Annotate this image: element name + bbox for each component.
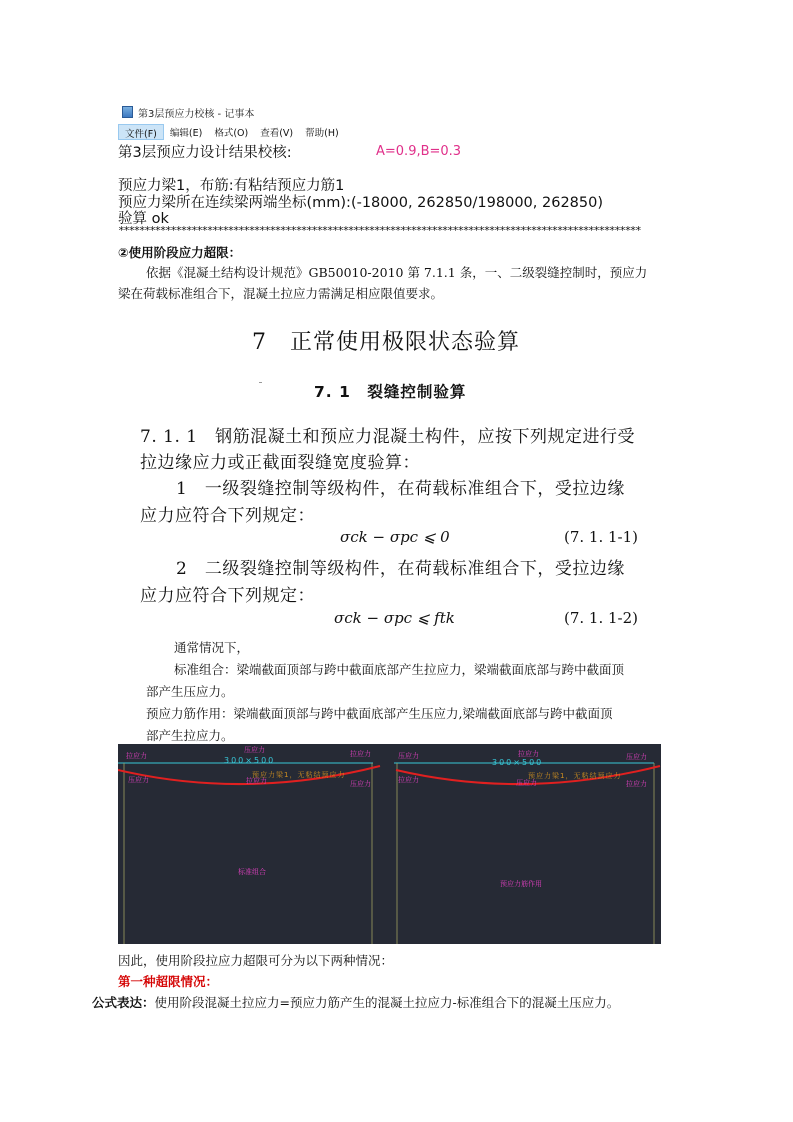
section-heading: ②使用阶段应力超限： xyxy=(118,245,242,260)
code-item2-line-1: 2 二级裂缝控制等级构件，在荷载标准组合下，受拉边缘 xyxy=(176,559,625,579)
label-bot-mid: 压应力 xyxy=(516,779,537,787)
notepad-stars: **************************************************************************************************** xyxy=(118,224,641,237)
formula-7-1-1-1-number: (7. 1. 1-1) xyxy=(564,528,639,546)
notepad-title: 第3层预应力校核 - 记事本 xyxy=(138,108,255,120)
code-clause-line-2: 拉边缘应力或正截面裂缝宽度验算： xyxy=(140,453,420,473)
note-standard-line-2: 部产生压应力。 xyxy=(146,684,234,699)
menu-file[interactable]: 文件(F) xyxy=(118,124,164,140)
note-prestress-line-1: 预应力筋作用：梁端截面顶部与跨中截面底部产生压应力,梁端截面底部与跨中截面顶 xyxy=(146,706,613,721)
formula-label: 公式表达： xyxy=(92,995,155,1010)
label-top-right: 拉应力 xyxy=(350,750,371,758)
note-standard-line-1: 标准组合：梁端截面顶部与跨中截面底部产生拉应力，梁端截面底部与跨中截面顶 xyxy=(174,662,625,677)
label-bot-right: 拉应力 xyxy=(626,780,647,788)
label-beam: 预应力梁1，无粘结预应力 xyxy=(252,771,346,779)
notepad-title-bar xyxy=(122,104,254,120)
label-section-dim: 300×500 xyxy=(224,756,276,765)
menu-edit[interactable]: 编辑(E) xyxy=(169,128,203,139)
code-item1-line-1: 1 一级裂缝控制等级构件，在荷载标准组合下，受拉边缘 xyxy=(176,479,625,499)
code-item1-line-2: 应力应符合下列规定： xyxy=(140,506,315,526)
label-bot-mid: 拉应力 xyxy=(246,777,267,785)
notepad-line-4: 验算 ok xyxy=(118,211,169,227)
label-beam: 预应力梁1，无粘结预应力 xyxy=(528,772,622,780)
label-bot-left: 压应力 xyxy=(128,776,149,784)
notepad-note-ab: A=0.9,B=0.3 xyxy=(376,144,462,159)
conclusion-text: 因此，使用阶段拉应力超限可分为以下两种情况： xyxy=(118,953,394,968)
menu-view[interactable]: 查看(V) xyxy=(260,128,294,139)
formula-expression xyxy=(92,993,619,1011)
intro-line-2: 梁在荷载标准组合下，混凝土拉应力需满足相应限值要求。 xyxy=(118,286,444,301)
notepad-line-3: 预应力梁所在连续梁两端坐标(mm):(-18000, 262850/198000, 262850) xyxy=(118,195,603,211)
note-usually: 通常情况下， xyxy=(174,640,250,655)
formula-text: 使用阶段混凝土拉应力=预应力筋产生的混凝土拉应力-标准组合下的混凝土压应力。 xyxy=(154,995,620,1010)
code-chapter-title: 7 正常使用极限状态验算 xyxy=(252,330,520,355)
cad-diagram-prestress xyxy=(388,744,661,944)
code-section-title: 7. 1 裂缝控制验算 xyxy=(314,383,467,401)
diagram-caption: 标准组合 xyxy=(238,868,266,876)
label-bot-right: 压应力 xyxy=(350,780,371,788)
notepad-icon xyxy=(122,106,133,118)
code-item2-line-2: 应力应符合下列规定： xyxy=(140,586,315,606)
notepad-line-2: 预应力梁1，布筋:有粘结预应力筋1 xyxy=(118,178,345,194)
label-top-left: 压应力 xyxy=(398,752,419,760)
formula-7-1-1-2: σck − σpc ⩽ ftk xyxy=(334,609,455,627)
case1-title: 第一种超限情况： xyxy=(118,974,219,989)
diagram-caption: 预应力筋作用 xyxy=(500,880,542,888)
scan-dot xyxy=(259,382,262,383)
notepad-menu-bar xyxy=(118,124,674,140)
notepad-line-1: 第3层预应力设计结果校核: xyxy=(118,145,292,161)
label-top-mid: 拉应力 xyxy=(518,750,539,758)
formula-7-1-1-1: σck − σpc ⩽ 0 xyxy=(340,528,450,546)
intro-line-1: 依据《混凝土结构设计规范》GB50010-2010 第 7.1.1 条，一、二级裂缝控制时，预应力 xyxy=(146,265,648,280)
menu-format[interactable]: 格式(O) xyxy=(214,128,249,139)
label-top-right: 压应力 xyxy=(626,753,647,761)
menu-help[interactable]: 帮助(H) xyxy=(305,128,339,139)
label-top-left: 拉应力 xyxy=(126,752,147,760)
label-top-mid: 压应力 xyxy=(244,746,265,754)
note-prestress-line-2: 部产生拉应力。 xyxy=(146,728,234,743)
label-bot-left: 拉应力 xyxy=(398,776,419,784)
code-clause-line-1: 7. 1. 1 钢筋混凝土和预应力混凝土构件，应按下列规定进行受 xyxy=(140,427,636,447)
formula-7-1-1-2-number: (7. 1. 1-2) xyxy=(564,609,639,627)
label-section-dim: 300×500 xyxy=(492,758,544,767)
cad-diagram-standard xyxy=(118,744,388,944)
